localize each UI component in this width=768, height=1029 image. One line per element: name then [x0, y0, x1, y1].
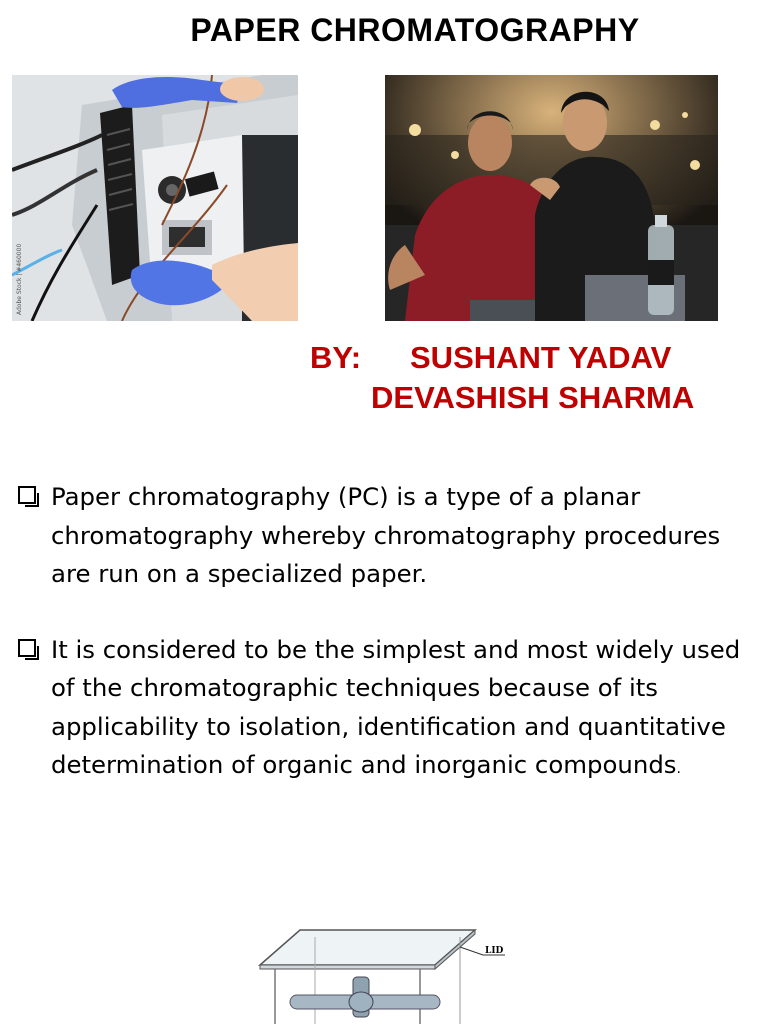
- lid-label: LID: [485, 946, 504, 956]
- stock-watermark: Adobe Stock | #460000: [16, 243, 23, 315]
- bullet-text: It is considered to be the simplest and most widely used of the chromatographic techniques because of its applicability to isolation, identification and quantitative determination of organic and inorganic compounds: [51, 634, 741, 779]
- lab-instrument-photo: [12, 75, 298, 321]
- authors-photo: [385, 75, 718, 321]
- checkbox-icon: [18, 639, 36, 657]
- author-name-2: DEVASHISH SHARMA: [371, 380, 695, 415]
- bullet-item: [16, 478, 756, 594]
- author-name-1: SUSHANT YADAV: [410, 340, 672, 375]
- chromatography-chamber-diagram: [255, 925, 515, 1024]
- authors-byline: [310, 338, 694, 418]
- checkbox-icon: [18, 486, 36, 504]
- bullet-list: [16, 478, 756, 826]
- bullet-text: Paper chromatography (PC) is a type of a planar chromatography whereby chromatography procedures are run on a specialized paper.: [51, 482, 721, 588]
- page-title: PAPER CHROMATOGRAPHY: [190, 12, 640, 48]
- bullet-item: [16, 631, 756, 789]
- bullet-period: .: [676, 761, 681, 777]
- byline-label: BY:: [310, 340, 362, 375]
